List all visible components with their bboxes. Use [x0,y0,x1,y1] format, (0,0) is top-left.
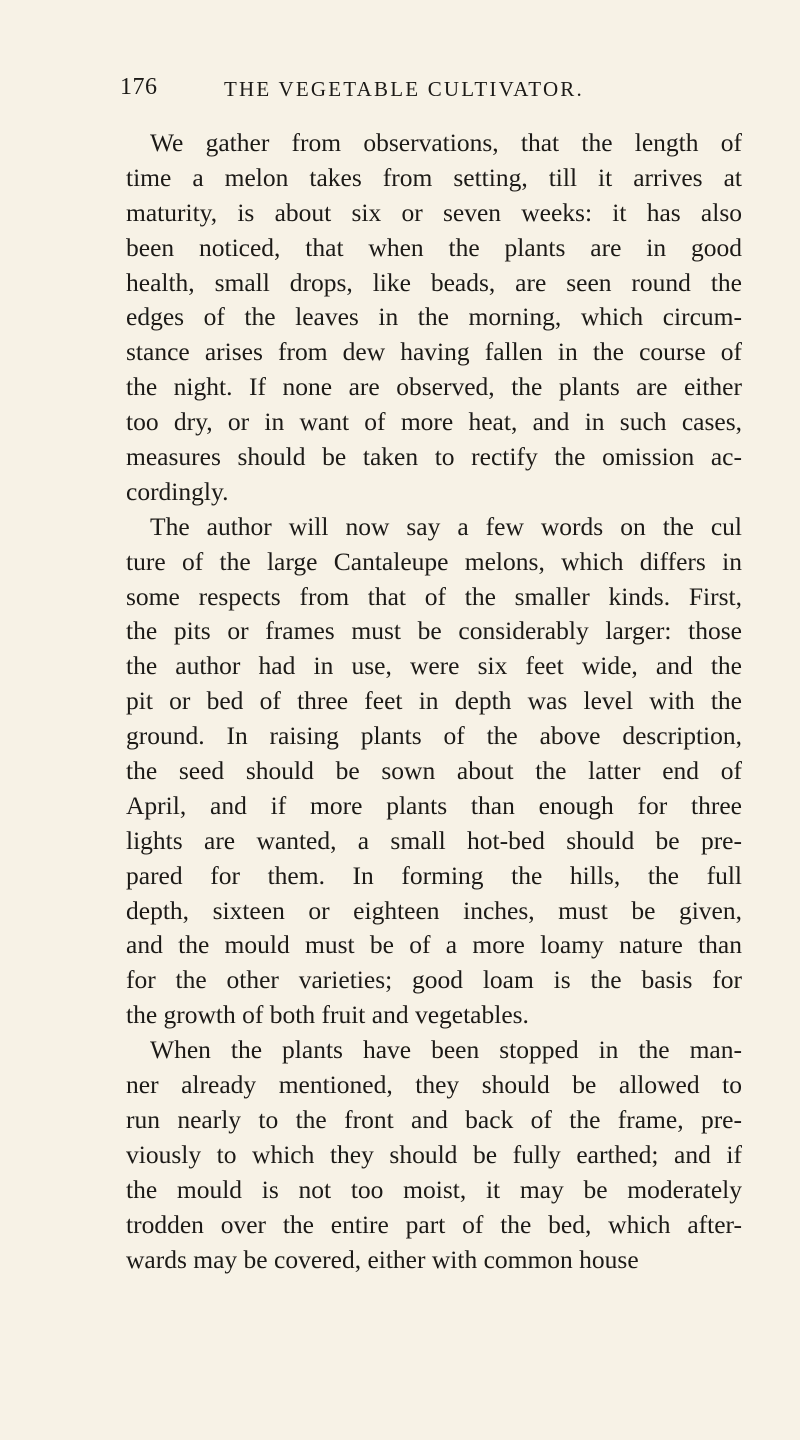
text-line: the pits or frames must be considerably larger: those [126,616,742,646]
running-title: THE VEGETABLE CULTIVATOR. [224,77,584,101]
text-line: the mould is not too moist, it may be moderately [126,1174,742,1204]
text-line: some respects from that of the smaller kinds. First, [126,581,742,611]
text-line: been noticed, that when the plants are in good [126,232,742,262]
text-line: the author had in use, were six feet wide, and the [126,651,742,681]
text-line: edges of the leaves in the morning, which circum- [126,302,742,332]
text-line: the seed should be sown about the latter end of [126,756,742,786]
text-line: too dry, or in want of more heat, and in such cases, [126,407,742,437]
text-line: viously to which they should be fully earthed; and if [126,1139,742,1169]
text-line: run nearly to the front and back of the frame, pre- [126,1104,742,1134]
text-line: April, and if more plants than enough for three [126,790,742,820]
text-line: The author will now say a few words on the cul [150,511,742,541]
text-line: health, small drops, like beads, are seen round the [126,267,742,297]
text-line: ground. In raising plants of the above description, [126,721,742,751]
text-line: time a melon takes from setting, till it arrives at [126,162,742,192]
text-line: We gather from observations, that the length of [150,128,742,157]
text-line: ner already mentioned, they should be allowed to [126,1070,742,1100]
text-line: pit or bed of three feet in depth was level with the [126,686,742,716]
text-line: ture of the large Cantaleupe melons, which differs in [126,546,742,576]
text-line: depth, sixteen or eighteen inches, must be given, [126,895,742,925]
text-line: lights are wanted, a small hot-bed should be pre- [126,825,742,855]
text-line: maturity, is about six or seven weeks: it has also [126,197,742,227]
text-line: for the other varieties; good loam is the basis for [126,965,742,995]
text-line: cordingly. [126,476,229,506]
text-line: measures should be taken to rectify the omission ac- [126,442,742,472]
text-line: stance arises from dew having fallen in the course of [126,337,742,367]
text-line: When the plants have been stopped in the man- [150,1035,742,1065]
text-line: wards may be covered, either with common house [126,1244,639,1274]
text-line: pared for them. In forming the hills, the full [126,860,742,890]
text-line: and the mould must be of a more loamy nature than [126,930,742,960]
text-line: the growth of both fruit and vegetables. [126,1000,529,1030]
body-text [126,126,742,1277]
running-header [120,74,740,108]
text-line: trodden over the entire part of the bed, which after- [126,1209,742,1239]
page-number: 176 [120,74,158,100]
text-line: the night. If none are observed, the plants are either [126,372,742,402]
